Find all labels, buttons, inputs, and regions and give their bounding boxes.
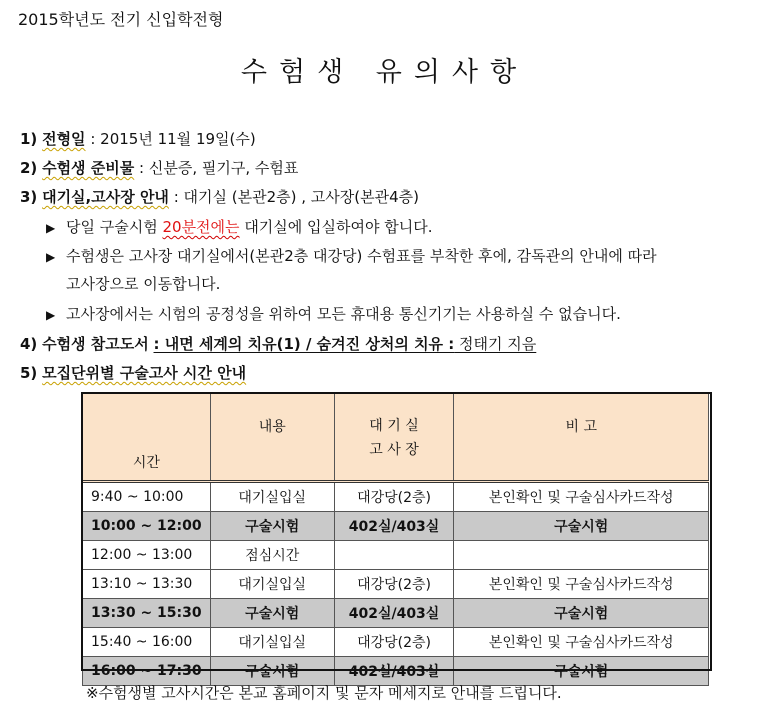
table-header-row <box>83 394 709 482</box>
cell-room: 402실/403실 <box>334 657 454 686</box>
item-num: 4) <box>20 335 38 353</box>
item-value: : 내면 세계의 치유(1) / 숨겨진 상처의 치유 : <box>153 335 455 353</box>
cell-time: 10:00 ~ 12:00 <box>83 512 211 541</box>
cell-room: 대강당(2층) <box>334 482 454 512</box>
item-label: 수험생 준비물 <box>42 159 135 177</box>
item-label: 대기실,고사장 안내 <box>42 188 169 206</box>
item-reference-books <box>20 333 536 354</box>
bullet-devices <box>46 303 621 324</box>
cell-time: 13:10 ~ 13:30 <box>83 570 211 599</box>
item-value: : 대기실 (본관2층) , 고사장(본관4층) <box>173 188 419 206</box>
cell-note: 본인확인 및 구술심사카드작성 <box>454 482 709 512</box>
cell-content: 대기실입실 <box>210 482 334 512</box>
table-row <box>83 482 709 512</box>
item-num: 1) <box>20 130 38 148</box>
bullet-text: 고사장에서는 시험의 공정성을 위하여 모든 휴대용 통신기기는 사용하실 수 없습니다. <box>66 305 621 323</box>
cell-content: 구술시험 <box>210 599 334 628</box>
cell-time: 9:40 ~ 10:00 <box>83 482 211 512</box>
item-label: 전형일 <box>42 130 86 148</box>
item-label: 수험생 참고도서 <box>42 335 149 353</box>
triangle-bullet-icon: ▶ <box>46 221 56 235</box>
cell-content: 구술시험 <box>210 512 334 541</box>
item-label: 모집단위별 구술고사 시간 안내 <box>42 364 247 382</box>
cell-time: 16:00 ~ 17:30 <box>83 657 211 686</box>
cell-note: 구술시험 <box>454 599 709 628</box>
table-row <box>83 599 709 628</box>
footnote: ※수험생별 고사시간은 본교 홈페이지 및 문자 메세지로 안내를 드립니다. <box>86 684 562 702</box>
item-num: 2) <box>20 159 38 177</box>
cell-room: 402실/403실 <box>334 512 454 541</box>
bullet-arrival <box>46 216 433 237</box>
table-row <box>83 541 709 570</box>
item-author: 정태기 지음 <box>454 335 537 353</box>
item-value: : 신분증, 필기구, 수험표 <box>139 159 299 177</box>
bullet-text-post: 대기실에 입실하여야 합니다. <box>239 218 433 236</box>
table-row <box>83 570 709 599</box>
item-supplies <box>20 157 298 178</box>
item-num: 3) <box>20 188 38 206</box>
triangle-bullet-icon: ▶ <box>46 250 56 264</box>
item-schedule-heading <box>20 362 246 383</box>
cell-room: 대강당(2층) <box>334 570 454 599</box>
header-room-line2: 고 사 장 <box>369 442 419 458</box>
item-room-guide <box>20 186 419 207</box>
bullet-text-highlight: 20분전에는 <box>162 218 240 236</box>
cell-time: 15:40 ~ 16:00 <box>83 628 211 657</box>
item-value: : 2015년 11월 19일(수) <box>90 130 256 148</box>
cell-content: 대기실입실 <box>210 570 334 599</box>
header-note: 비 고 <box>454 394 709 482</box>
cell-room: 402실/403실 <box>334 599 454 628</box>
table-row <box>83 628 709 657</box>
cell-content: 구술시험 <box>210 657 334 686</box>
cell-note <box>454 541 709 570</box>
bullet-move <box>46 245 657 266</box>
header-room-line1: 대 기 실 <box>369 418 419 434</box>
cell-content: 대기실입실 <box>210 628 334 657</box>
cell-time: 13:30 ~ 15:30 <box>83 599 211 628</box>
header-content: 내용 <box>210 394 334 482</box>
cell-room <box>334 541 454 570</box>
cell-note: 구술시험 <box>454 512 709 541</box>
cell-note: 본인확인 및 구술심사카드작성 <box>454 570 709 599</box>
header-time: 시간 <box>83 394 211 482</box>
triangle-bullet-icon: ▶ <box>46 308 56 322</box>
header-room <box>334 394 454 482</box>
bullet-text-pre: 당일 구술시험 <box>66 218 163 236</box>
doc-header: 2015학년도 전기 신입학전형 <box>18 10 224 29</box>
cell-room: 대강당(2층) <box>334 628 454 657</box>
cell-content: 점심시간 <box>210 541 334 570</box>
table-row <box>83 512 709 541</box>
schedule-table <box>82 393 709 686</box>
cell-note: 구술시험 <box>454 657 709 686</box>
cell-time: 12:00 ~ 13:00 <box>83 541 211 570</box>
item-exam-date <box>20 128 256 149</box>
bullet-move-cont: 고사장으로 이동합니다. <box>66 275 221 293</box>
cell-note: 본인확인 및 구술심사카드작성 <box>454 628 709 657</box>
bullet-text: 수험생은 고사장 대기실에서(본관2층 대강당) 수험표를 부착한 후에, 감독관의 안내에 따라 <box>66 247 657 265</box>
doc-title: 수험생 유의사항 <box>240 57 529 88</box>
item-num: 5) <box>20 364 38 382</box>
